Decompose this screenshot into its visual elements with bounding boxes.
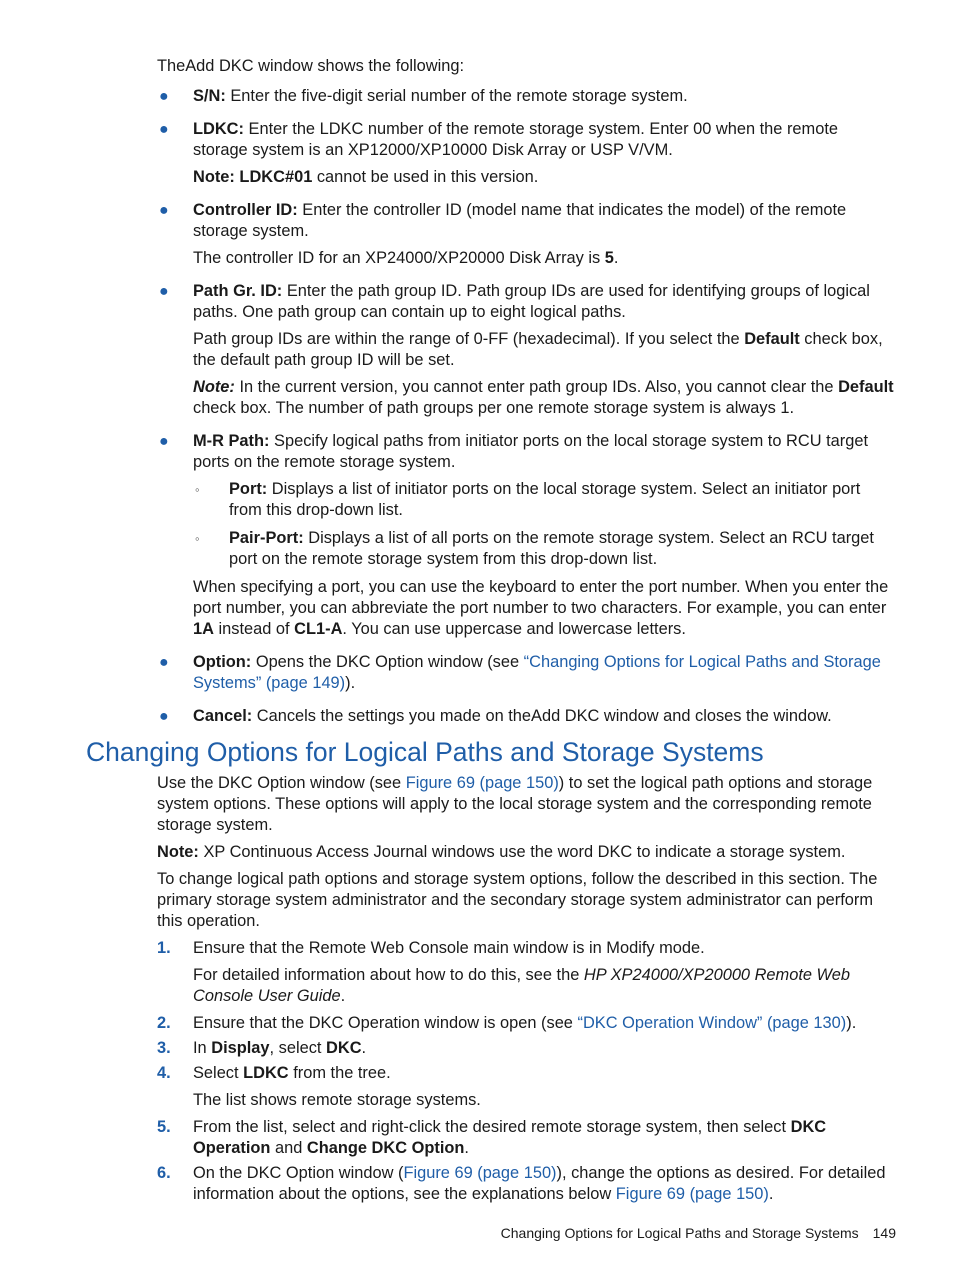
- sublist-item-pair-port: [193, 528, 897, 570]
- guide-title: HP XP24000/XP20000 Remote Web Console User Guide: [193, 966, 850, 1005]
- step-text: Select: [193, 1064, 244, 1082]
- item-label: Pair-Port:: [229, 529, 304, 547]
- menu-term: LDKC: [243, 1064, 289, 1082]
- step-text: from the tree.: [288, 1064, 391, 1082]
- field-list: [157, 86, 897, 727]
- step-number: 3.: [157, 1039, 171, 1057]
- mr-path-sublist: [193, 479, 897, 570]
- step-number: 1.: [157, 939, 171, 957]
- note-text: cannot be used in this version.: [312, 168, 539, 186]
- step-number: 5.: [157, 1118, 171, 1136]
- step-text: and: [270, 1139, 307, 1157]
- step-number: 4.: [157, 1064, 171, 1082]
- list-item-sn: [157, 86, 897, 107]
- page-footer: [501, 1223, 896, 1244]
- list-item-path-group-id: [157, 281, 897, 419]
- section-note: [157, 842, 897, 863]
- item-subtext: Path group IDs are within the range of 0-FF (hexadecimal). If you select the: [193, 330, 745, 348]
- paragraph-text: ) to set the logical path options and storage system options. These options will apply to the local storage system and the corresponding remote storage system.: [157, 774, 873, 834]
- list-item-option: [157, 652, 897, 694]
- step-number: 2.: [157, 1014, 171, 1032]
- bullet-icon: ●: [159, 88, 169, 105]
- section-paragraph: [157, 773, 897, 836]
- intro-text: TheAdd DKC window shows the following:: [157, 57, 465, 75]
- menu-term: DKC Operation: [193, 1118, 827, 1157]
- item-subtext: . You can use uppercase and lowercase letters.: [342, 620, 686, 638]
- step-text: From the list, select and right-click the desired remote storage system, then select: [193, 1118, 791, 1136]
- figure-link[interactable]: Figure 69 (page 150): [405, 774, 559, 792]
- item-label: Path Gr. ID:: [193, 282, 283, 300]
- menu-term: Change DKC Option: [306, 1139, 465, 1157]
- item-label: LDKC:: [193, 120, 244, 138]
- item-text: Opens the DKC Option window (see: [251, 653, 524, 671]
- item-subtext: The controller ID for an XP24000/XP20000 Disk Array is: [193, 249, 605, 267]
- step-number: 6.: [157, 1164, 171, 1182]
- figure-link[interactable]: Figure 69 (page 150): [615, 1185, 769, 1203]
- punctuation: .: [361, 1039, 367, 1057]
- item-text: Displays a list of initiator ports on the local storage system. Select an initiator port from this drop-down list.: [229, 480, 861, 519]
- bullet-icon: ●: [159, 708, 169, 725]
- port-example: 1A: [193, 620, 214, 638]
- item-label: Cancel:: [193, 707, 253, 725]
- item-text: Enter the controller ID (model name that indicates the model) of the remote storage system.: [193, 201, 847, 240]
- list-item-cancel: [157, 706, 897, 727]
- menu-term: DKC: [326, 1039, 362, 1057]
- item-subtext: check box, the default path group ID will be set.: [193, 330, 883, 369]
- circle-bullet-icon: ◦: [195, 531, 200, 546]
- note-text: check box. The number of path groups per one remote storage system is always 1.: [193, 399, 794, 417]
- note-label: Note: LDKC#01: [193, 168, 313, 186]
- step-6: [157, 1163, 897, 1205]
- procedure-steps: [157, 938, 897, 1205]
- step-text: On the DKC Option window (: [193, 1164, 404, 1182]
- note-label: Note:: [193, 378, 235, 396]
- note-label: Note:: [157, 843, 199, 861]
- punctuation: ).: [846, 1014, 857, 1032]
- item-subtext: When specifying a port, you can use the keyboard to enter the port number. When you enter the port number, you can abbreviate the port number to two characters. For example, you can enter: [193, 578, 889, 617]
- section-heading: Changing Options for Logical Paths and Storage Systems: [86, 737, 764, 767]
- step-text: Ensure that the Remote Web Console main window is in Modify mode.: [193, 939, 705, 957]
- note-text: In the current version, you cannot enter path group IDs. Also, you cannot clear the: [234, 378, 839, 396]
- punctuation: .: [613, 249, 619, 267]
- step-text: Ensure that the DKC Operation window is open (see: [193, 1014, 578, 1032]
- item-label: Option:: [193, 653, 252, 671]
- item-text: Cancels the settings you made on theAdd DKC window and closes the window.: [252, 707, 832, 725]
- port-example: CL1-A: [294, 620, 343, 638]
- step-subtext: The list shows remote storage systems.: [193, 1091, 481, 1109]
- default-term: Default: [744, 330, 800, 348]
- punctuation: .: [768, 1185, 774, 1203]
- item-text: Displays a list of all ports on the remote storage system. Select an RCU target port on the remote storage system from this drop-down list.: [229, 529, 874, 568]
- step-4: [157, 1063, 897, 1111]
- sublist-item-port: [193, 479, 897, 521]
- step-5: [157, 1117, 897, 1159]
- figure-link[interactable]: Figure 69 (page 150): [403, 1164, 557, 1182]
- item-text: Enter the LDKC number of the remote storage system. Enter 00 when the remote storage system is an XP12000/XP10000 Disk Array or USP V/VM.: [193, 120, 838, 159]
- section-paragraph: To change logical path options and storage system options, follow the described in this section. The primary storage system administrator and the secondary storage system administrator can perform this operation.: [157, 870, 878, 930]
- circle-bullet-icon: ◦: [195, 482, 200, 497]
- footer-title: Changing Options for Logical Paths and Storage Systems: [500, 1225, 859, 1241]
- list-item-mr-path: [157, 431, 897, 640]
- page-number: 149: [872, 1225, 896, 1241]
- bullet-icon: ●: [159, 121, 169, 138]
- cross-reference-link[interactable]: “Changing Options for Logical Paths and Storage Systems” (page 149): [193, 653, 881, 692]
- item-text: Enter the path group ID. Path group IDs are used for identifying groups of logical paths. One path group can contain up to eight logical paths.: [193, 282, 870, 321]
- item-text: Specify logical paths from initiator ports on the local storage system to RCU target ports on the remote storage system.: [193, 432, 869, 471]
- item-label: Port:: [229, 480, 268, 498]
- bullet-icon: ●: [159, 433, 169, 450]
- section-body: [157, 773, 897, 1209]
- step-2: [157, 1013, 897, 1034]
- step-subtext: For detailed information about how to do this, see the: [193, 966, 584, 984]
- list-item-controller-id: [157, 200, 897, 269]
- menu-term: Display: [211, 1039, 270, 1057]
- step-text: ), change the options as desired. For detailed information about the options, see the explanations below: [193, 1164, 886, 1203]
- step-1: [157, 938, 897, 1007]
- punctuation: .: [464, 1139, 469, 1157]
- step-text: , select: [269, 1039, 327, 1057]
- punctuation: .: [340, 987, 346, 1005]
- bullet-icon: ●: [159, 202, 169, 219]
- item-label: S/N:: [193, 87, 226, 105]
- paragraph-text: Use the DKC Option window (see: [157, 774, 406, 792]
- step-3: [157, 1038, 897, 1059]
- item-label: Controller ID:: [193, 201, 298, 219]
- item-subtext: instead of: [213, 620, 295, 638]
- controller-id-value: 5: [604, 249, 614, 267]
- punctuation: ).: [345, 674, 356, 692]
- default-term: Default: [838, 378, 894, 396]
- item-text: Enter the five-digit serial number of the remote storage system.: [225, 87, 688, 105]
- item-label: M-R Path:: [193, 432, 270, 450]
- bullet-icon: ●: [159, 654, 169, 671]
- step-text: In: [193, 1039, 212, 1057]
- note-text: XP Continuous Access Journal windows use the word DKC to indicate a storage system.: [198, 843, 846, 861]
- list-item-ldkc: [157, 119, 897, 188]
- cross-reference-link[interactable]: “DKC Operation Window” (page 130): [577, 1014, 847, 1032]
- bullet-icon: ●: [159, 283, 169, 300]
